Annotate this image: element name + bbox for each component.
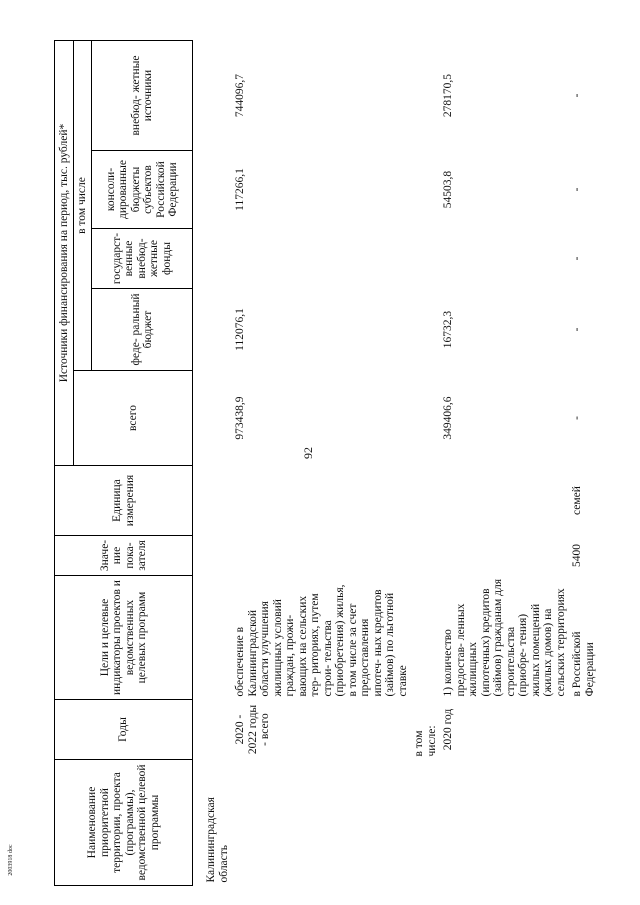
- row-total: [411, 371, 440, 466]
- row-regional: [193, 151, 233, 229]
- row-goal: обеспечение в Калининградской области улучшения жилищных условий граждан, прожи- вающих на сельских тер- риториях, путем строи- тельства (приобретения) жилья, в том числе за счет предоставления ипотеч- ных кредитов (займов) по льготной ставке: [234, 584, 409, 697]
- row-federal: [193, 289, 233, 371]
- row-value: 5400: [571, 544, 583, 567]
- row-total: -: [571, 416, 583, 420]
- row-offbudget: [411, 41, 440, 151]
- row-total: [193, 371, 233, 466]
- financing-table: [54, 40, 598, 886]
- row-goal: [193, 576, 233, 700]
- row-federal: -: [571, 327, 583, 332]
- document-code: 2003918 doc: [8, 844, 14, 876]
- table-row: [232, 41, 411, 886]
- table-row: [569, 41, 598, 886]
- row-unit: [440, 466, 569, 536]
- row-goal: 1) количество предостав- ленных жилищных (ипотечных) кредитов (займов) гражданам для строительства (приобре- тения) жилых помещений (жилых домов) на сельских территориях: [442, 578, 567, 697]
- row-state-funds: -: [571, 256, 583, 261]
- header-total: всего: [74, 371, 193, 466]
- table-row: [440, 41, 569, 886]
- row-total: 973438,9: [234, 396, 246, 440]
- row-regional: 117266,1: [234, 168, 246, 211]
- row-name: [569, 760, 598, 886]
- row-goal: в Российской Федерации: [571, 631, 596, 697]
- row-unit: [411, 466, 440, 536]
- page-number: 92: [301, 447, 315, 459]
- header-state-funds: государст- венные внебюд- жетные фонды: [92, 229, 193, 289]
- header-offbudget: внебюд- жетные источники: [92, 41, 193, 151]
- header-years: Годы: [55, 700, 193, 760]
- row-years: [193, 700, 233, 760]
- header-indicator-value: Значе- ние пока- зателя: [55, 536, 193, 576]
- row-goal: [411, 576, 440, 700]
- row-value: [193, 536, 233, 576]
- row-offbudget: 278170,5: [442, 73, 454, 118]
- row-offbudget: [193, 41, 233, 151]
- header-federal: феде- ральный бюджет: [92, 289, 193, 371]
- row-name: [411, 760, 440, 886]
- row-offbudget: -: [571, 93, 583, 98]
- row-state-funds: [440, 229, 569, 289]
- header-name: Наименование приоритетной территории, проекта (программы), ведомственной целевой программы: [55, 760, 193, 886]
- row-years: 2020 - 2022 годы - всего: [234, 704, 271, 755]
- header-regional: консоли- дированные бюджеты субъектов Российской Федерации: [92, 151, 193, 229]
- table-row: [411, 41, 440, 886]
- row-years: [569, 700, 598, 760]
- row-name: Калининградская область: [205, 797, 230, 883]
- row-state-funds: [411, 229, 440, 289]
- row-name: [232, 760, 411, 886]
- row-years: 2020 год: [442, 708, 454, 751]
- row-years: в том числе:: [413, 725, 438, 757]
- row-value: [411, 536, 440, 576]
- row-regional: [411, 151, 440, 229]
- row-regional: -: [571, 187, 583, 192]
- row-value: [232, 536, 411, 576]
- row-regional: 54503,8: [442, 170, 454, 209]
- row-total: 349406,6: [442, 396, 454, 440]
- financing-table-sheet: [54, 41, 596, 886]
- row-federal: 112076,1: [234, 308, 246, 351]
- row-unit: [232, 466, 411, 536]
- header-unit: Единица измерения: [55, 466, 193, 536]
- row-name: [440, 760, 569, 886]
- header-goals: Цели и целевые индикаторы проектов и ведомственных целевых программ: [55, 576, 193, 700]
- row-state-funds: [193, 229, 233, 289]
- row-unit: семей: [571, 486, 583, 515]
- row-offbudget: 744096,7: [234, 73, 246, 118]
- row-federal: [411, 289, 440, 371]
- row-unit: [193, 466, 233, 536]
- header-including: в том числе: [74, 41, 92, 371]
- row-federal: 16732,3: [442, 310, 454, 349]
- header-sources: Источники финансирования на период, тыс. рублей*: [55, 41, 74, 466]
- row-value: [440, 536, 569, 576]
- table-row: [193, 41, 233, 886]
- row-state-funds: [232, 229, 411, 289]
